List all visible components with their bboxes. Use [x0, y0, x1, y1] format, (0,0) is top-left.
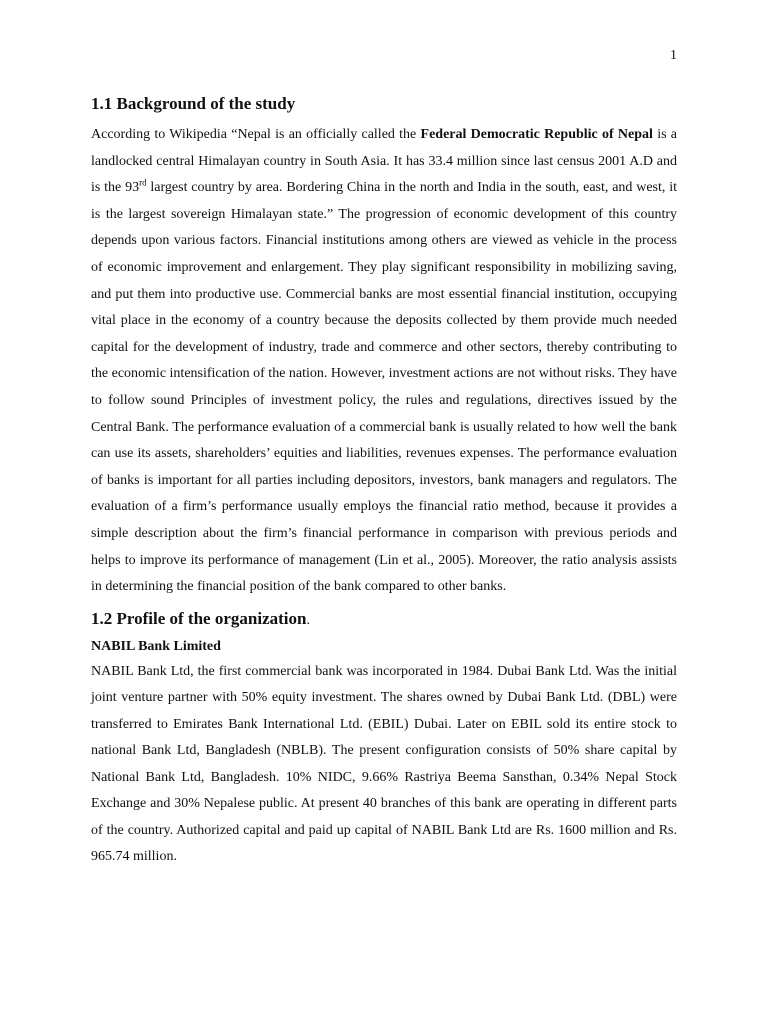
background-text-part3: largest country by area. Bordering China in the north and India in the south, east, and west, it is the largest sovereign Himalayan state.” The progression of economic development of this country depends upon various factors. Financial institutions among others are viewed as vehicle in the process of economic improvement and enlargement. They play significant responsibility in mobilizing saving, and put them into productive use. Commercial banks are most essential financial institution, occupying vital place in the economy of a country because the deposits collected by them provide much needed capital for the development of industry, trade and commerce and other sectors, thereby contributing to the economic intensification of the nation. However, investment actions are not without risks. They have to follow sound Principles of investment policy, the rules and regulations, directives issued by the Central Bank. The performance evaluation of a commercial bank is usually related to how well the bank can use its assets, shareholders’ equities and liabilities, revenues expenses. The performance evaluation of banks is important for all parties including depositors, investors, bank managers and regulators. The evaluation of a firm’s performance usually employs the financial ratio method, because it provides a simple description about the firm’s financial performance in comparison with previous periods and helps to improve its performance of management (Lin et al., 2005). Moreover, the ratio analysis assists in determining the financial position of the bank compared to other banks. [91, 180, 677, 595]
background-paragraph [91, 122, 677, 601]
background-text-part2: is a landlocked central Himalayan country in South Asia. It has 33.4 million since last census 2001 A.D and is the 93 [91, 127, 677, 196]
section-heading-background: 1.1 Background of the study [91, 94, 296, 113]
document-body [91, 92, 677, 871]
section-heading-profile [91, 607, 677, 633]
page-number: 1 [670, 48, 677, 63]
profile-heading-suffix: . [306, 612, 310, 628]
nabil-paragraph: NABIL Bank Ltd, the first commercial bank was incorporated in 1984. Dubai Bank Ltd. Was the initial joint venture partner with 50% equity investment. The shares owned by Dubai Bank Ltd. (DBL) were transferred to Emirates Bank International Ltd. (EBIL) Dubai. Later on EBIL sold its entire stock to national Bank Ltd, Bangladesh (NBLB). The present configuration consists of 50% share capital by National Bank Ltd, Bangladesh. 10% NIDC, 9.66% Rastriya Beema Sansthan, 0.34% Nepal Stock Exchange and 30% Nepalese public. At present 40 branches of this bank are operating in different parts of the country. Authorized capital and paid up capital of NABIL Bank Ltd are Rs. 1600 million and Rs. 965.74 million. [91, 663, 677, 865]
profile-heading-text: 1.2 Profile of the organization [91, 608, 307, 628]
country-official-name: Federal Democratic Republic of Nepal [420, 127, 653, 142]
ordinal-superscript: rd [139, 177, 147, 188]
background-text-intro: According to Wikipedia “Nepal is an officially called the [91, 127, 421, 142]
subheading-nabil: NABIL Bank Limited [91, 638, 221, 654]
